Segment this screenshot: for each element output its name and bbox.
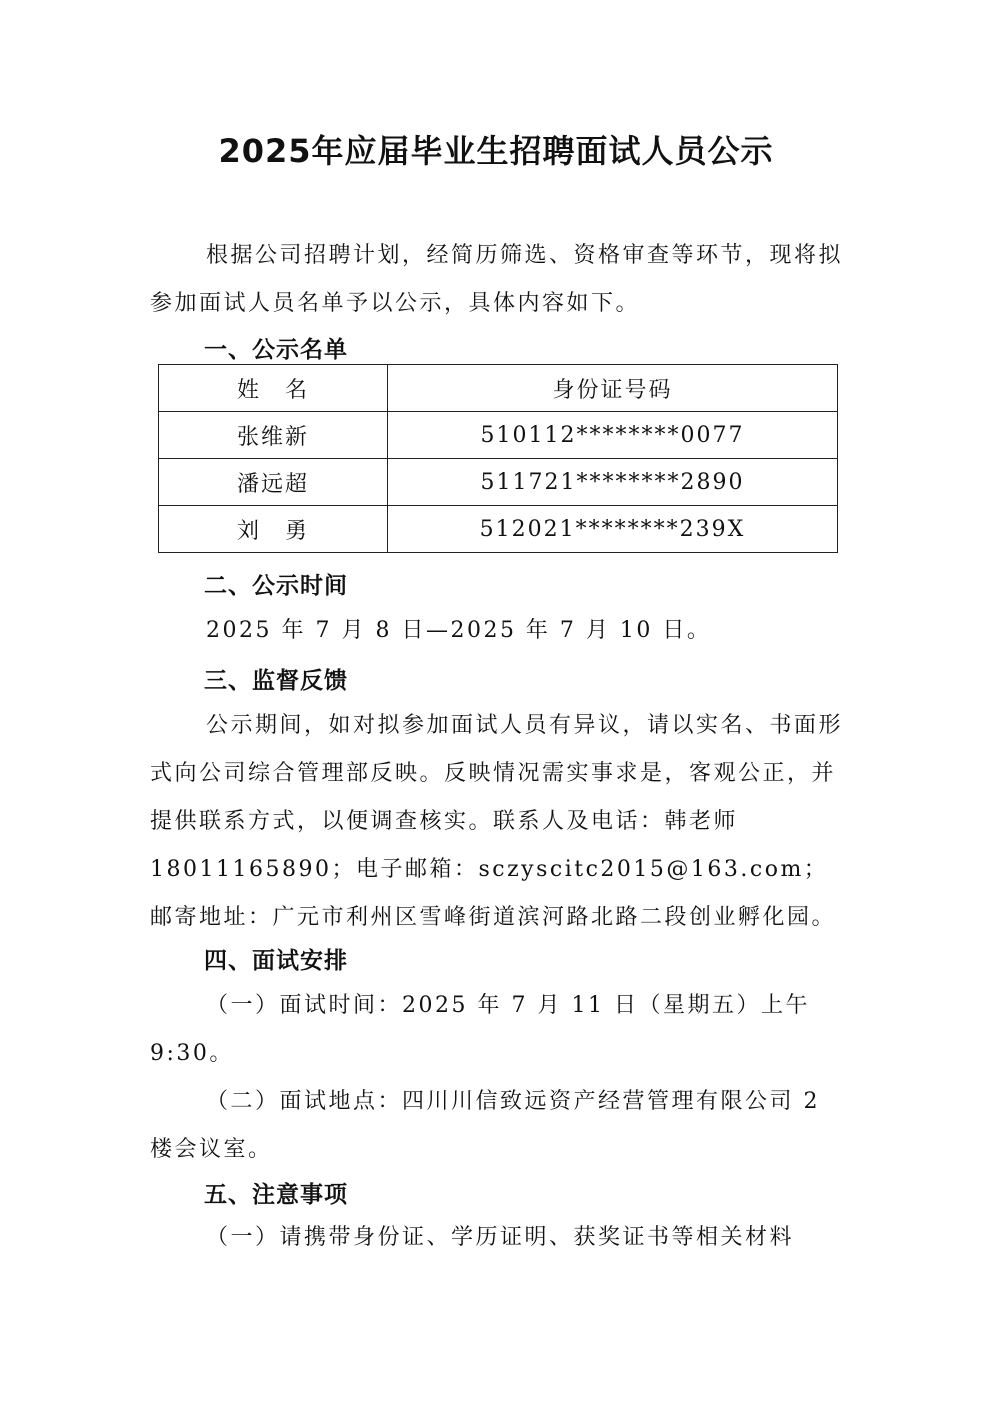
table-row — [159, 506, 838, 553]
section2-heading: 二、公示时间 — [204, 573, 348, 599]
intro-paragraph: 根据公司招聘计划，经简历筛选、资格审查等环节，现将拟参加面试人员名单予以公示，具体内容如下。 — [150, 243, 844, 316]
header-id: 身份证号码 — [388, 365, 838, 412]
header-name: 姓 名 — [159, 365, 388, 412]
table-row — [159, 459, 838, 506]
table-row — [159, 412, 838, 459]
section2-text: 2025 年 7 月 8 日—2025 年 7 月 10 日。 — [206, 618, 712, 643]
section3-text: 公示期间，如对拟参加面试人员有异议，请以实名、书面形式向公司综合管理部反映。反映情况需实事求是，客观公正，并提供联系方式，以便调查核实。联系人及电话：韩老师 18011165890；电子邮箱：sczyscitc2015@163.com；邮寄地址：广元市利州区雪峰街道滨河路北路二段创业孵化园。 — [150, 713, 844, 930]
cell-id: 511721********2890 — [388, 459, 838, 506]
interview-time: （一）面试时间：2025 年 7 月 11 日（星期五）上午 9:30。 — [150, 993, 810, 1066]
cell-name: 刘 勇 — [159, 506, 388, 553]
candidate-table — [158, 364, 838, 553]
section1-heading: 一、公示名单 — [204, 337, 348, 363]
document-title: 2025年应届毕业生招聘面试人员公示 — [218, 132, 774, 170]
notice-item: （一）请携带身份证、学历证明、获奖证书等相关材料 — [206, 1225, 795, 1250]
section4-heading: 四、面试安排 — [204, 948, 348, 974]
cell-id: 512021********239X — [388, 506, 838, 553]
section5-heading: 五、注意事项 — [204, 1182, 348, 1208]
cell-name: 张维新 — [159, 412, 388, 459]
section3-heading: 三、监督反馈 — [204, 668, 348, 694]
interview-location: （二）面试地点：四川川信致远资产经营管理有限公司 2 楼会议室。 — [150, 1089, 820, 1162]
table-header-row — [159, 365, 838, 412]
cell-id: 510112********0077 — [388, 412, 838, 459]
cell-name: 潘远超 — [159, 459, 388, 506]
